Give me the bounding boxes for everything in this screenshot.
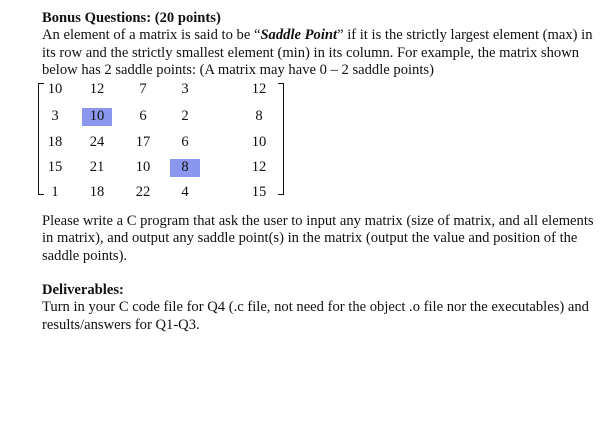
matrix-cell: 7 [139, 80, 147, 97]
matrix-cell: 18 [47, 133, 63, 150]
matrix-cell: 24 [89, 133, 105, 150]
matrix-cell: 6 [181, 133, 189, 150]
bonus-heading: Bonus Questions: (20 points) [42, 10, 221, 26]
saddle-point-term: Saddle Point [260, 27, 338, 43]
matrix-cell: 12 [251, 80, 267, 97]
example-matrix [38, 81, 284, 199]
matrix-cell: 6 [139, 107, 147, 124]
matrix-cell: 17 [135, 133, 151, 150]
matrix-cell: 8 [255, 107, 263, 124]
matrix-cell: 12 [251, 158, 267, 175]
matrix-cell: 10 [82, 108, 112, 126]
matrix-cell: 10 [251, 133, 267, 150]
definition-paragraph [42, 27, 602, 80]
matrix-cell: 10 [135, 158, 151, 175]
definition-text-start: An element of a matrix is said to be “ [42, 27, 261, 43]
matrix-cell: 21 [89, 158, 105, 175]
matrix-cell: 3 [51, 107, 59, 124]
matrix-cell: 3 [181, 80, 189, 97]
definition-text-rest: ” if it is the strictly largest element (max) in its row and the strictly smallest element (min) in its column. For example, the matrix shown below has 2 saddle points: (A matrix may have 0 – 2 saddle points) [42, 27, 593, 78]
matrix-right-bracket [278, 83, 284, 195]
matrix-cell: 10 [47, 80, 63, 97]
matrix-cell: 8 [170, 159, 200, 177]
matrix-cell: 22 [135, 183, 151, 200]
document-page [42, 10, 602, 334]
matrix-cell: 15 [47, 158, 63, 175]
matrix-cell: 15 [251, 183, 267, 200]
matrix-cell: 12 [89, 80, 105, 97]
deliverables-paragraph: Turn in your C code file for Q4 (.c file, not need for the object .o file nor the executables) and results/answers for Q1-Q3. [42, 299, 589, 333]
matrix-cell: 1 [51, 183, 59, 200]
matrix-cell: 2 [181, 107, 189, 124]
matrix-cell: 18 [89, 183, 105, 200]
task-paragraph: Please write a C program that ask the user to input any matrix (size of matrix, and all elements in matrix), and output any saddle point(s) in the matrix (output the value and position of the saddle points). [42, 212, 594, 264]
matrix-cell: 4 [181, 183, 189, 200]
deliverables-heading: Deliverables: [42, 282, 124, 298]
